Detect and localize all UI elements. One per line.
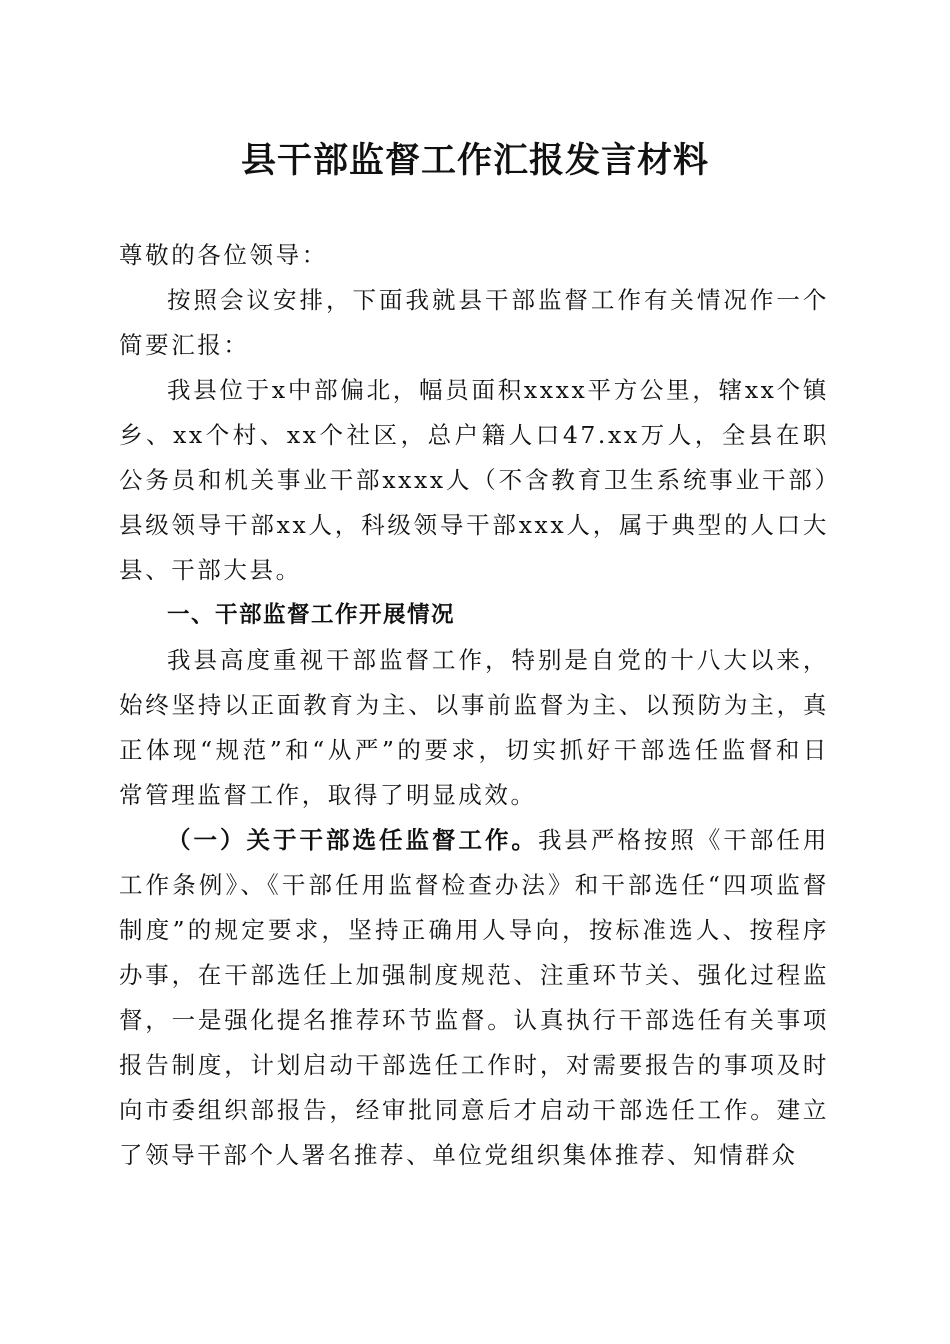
document-title: 县干部监督工作汇报发言材料 — [240, 140, 709, 181]
overview-paragraph: 我县位于x中部偏北，幅员面积xxxx平方公里，辖xx个镇乡、xx个村、xx个社区，总户籍人口47.xx万人，全县在职公务员和机关事业干部xxxx人（不含教育卫生系统事业干部）县级领导干部xx人，科级领导干部xxx人，属于典型的人口大县、干部大县。 — [119, 376, 829, 584]
section-heading: 一、干部监督工作开展情况 — [167, 602, 456, 628]
document-body — [119, 233, 829, 1178]
salutation: 尊敬的各位领导： — [119, 241, 328, 269]
section-paragraph: 我县高度重视干部监督工作，特别是自党的十八大以来，始终坚持以正面教育为主、以事前监督为主、以预防为主，真正体现“规范”和“从严”的要求，切实抓好干部选任监督和日常管理监督工作，取得了明显成效。 — [119, 646, 829, 809]
subsection-heading: （一）关于干部选任监督工作。 — [167, 826, 538, 854]
intro-paragraph: 按照会议安排，下面我就县干部监督工作有关情况作一个简要汇报： — [119, 286, 829, 359]
subsection-text: 我县严格按照《干部任用工作条例》、《干部任用监督检查办法》和干部选任“四项监督制度”的规定要求，坚持正确用人导向，按标准选人、按程序办事，在干部选任上加强制度规范、注重环节关、强化过程监督，一是强化提名推荐环节监督。认真执行干部选任有关事项报告制度，计划启动干部选任工作时，对需要报告的事项及时向市委组织部报告，经审批同意后才启动干部选任工作。建立了领导干部个人署名推荐、单位党组织集体推荐、知情群众 — [119, 826, 829, 1169]
subsection-paragraph — [119, 818, 829, 1178]
